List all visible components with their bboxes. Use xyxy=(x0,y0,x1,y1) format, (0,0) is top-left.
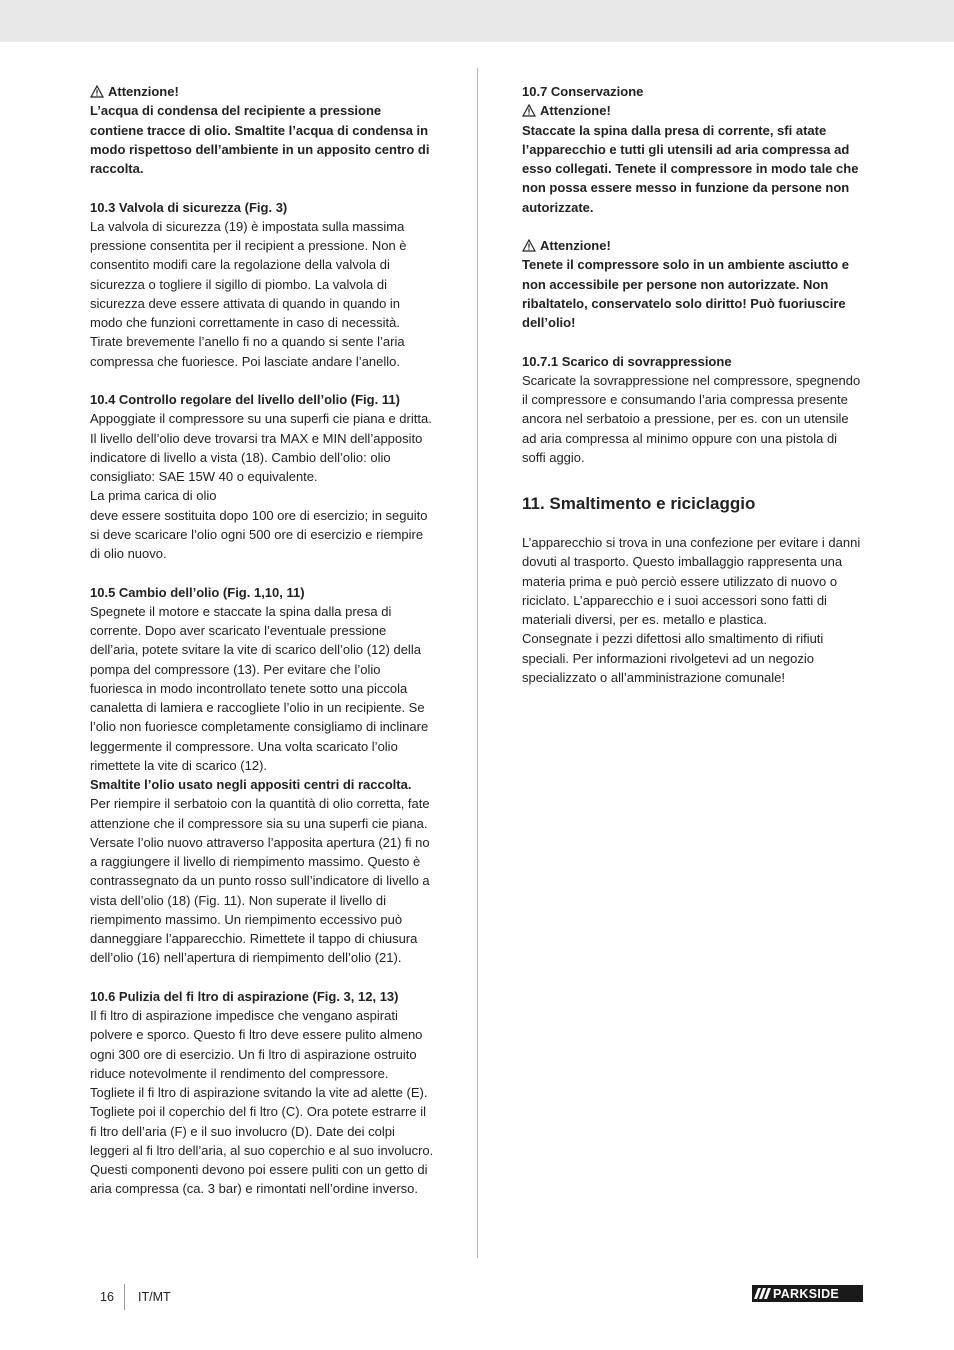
warning-heading xyxy=(522,101,864,120)
section-heading-10-7: 10.7 Conservazione xyxy=(522,84,644,99)
warning-heading xyxy=(90,82,435,101)
section-text-10-3: La valvola di sicurezza (19) è impostata sulla massima pressione consentita per il recipient a pressione. Non è consentito modifi care la regolazione della valvola di sicurezza o togliere il sigillo di piombo. La valvola di sicurezza deve essere attivata di quando in quando in modo che funzioni correttamente in caso di necessità. Tirate brevemente l’anello fi no a quando si sente l’aria compressa che fuoriesce. Poi lasciate andare l’anello. xyxy=(90,218,407,369)
brand-name: PARKSIDE xyxy=(773,1286,840,1301)
section-text-10-4-b: La prima carica di olio xyxy=(90,488,217,504)
language-code: IT/MT xyxy=(138,1290,171,1304)
warning-triangle-icon xyxy=(522,104,536,117)
section-heading-10-7-1: 10.7.1 Scarico di sovrappressione xyxy=(522,353,732,369)
section-text-11-a: L’apparecchio si trova in una confezione per evitare i danni dovuti al trasporto. Questo imballaggio rappresenta una materia prima e può perciò essere utilizzato di nuovo o riciclato. L’apparecchio e i suoi accessori sono fatti di materiali diversi, per es. metallo e plastica. xyxy=(522,535,861,627)
section-text-10-4-a: Appoggiate il compressore su una superfi cie piana e dritta. Il livello dell’olio deve trovarsi tra MAX e MIN dell’apposito indicatore di livello a vista (18). Cambio dell’olio: olio consigliato: SAE 15W 40 o equivalente. xyxy=(90,411,432,484)
top-bar xyxy=(0,0,954,42)
section-heading-10-3: 10.3 Valvola di sicurezza (Fig. 3) xyxy=(90,199,288,215)
section-heading-10-6: 10.6 Pulizia del fi ltro di aspirazione (Fig. 3, 12, 13) xyxy=(90,988,399,1004)
section-text-10-6: Il fi ltro di aspirazione impedisce che vengano aspirati polvere e sporco. Questo fi ltro deve essere pulito almeno ogni 300 ore di esercizio. Un fi ltro di aspirazione ostruito riduce notevolmente il rendimento del compressore. Togliete il fi ltro di aspirazione svitando la vite ad alette (E). Togliete poi il coperchio del fi ltro (C). Ora potete estrarre il fi ltro dell’aria (F) e il suo involucro (D). Date dei colpi leggeri al fi ltro dell’aria, al suo coperchio e al suo involucro. Questi componenti devono poi essere puliti con un getto di aria compressa (ca. 3 bar) e rimontati nell’ordine inverso. xyxy=(90,1008,434,1197)
logo-stripes-icon xyxy=(756,1288,769,1299)
warning-heading xyxy=(522,236,864,255)
right-column xyxy=(522,82,864,687)
section-heading-10-5: 10.5 Cambio dell’olio (Fig. 1,10, 11) xyxy=(90,584,305,600)
section-heading-11: 11. Smaltimento e riciclaggio xyxy=(522,494,756,513)
section-text-10-7-1: Scaricate la sovrappressione nel compressore, spegnendo il compressore e consumando l’aria compressa presente ancora nel serbatoio a pressione, per es. con un utensile ad aria compressa al minimo oppure con una pistola di soffi aggio. xyxy=(522,372,861,465)
section-text-10-5-bold: Smaltite l’olio usato negli appositi centri di raccolta. xyxy=(90,777,412,792)
warning-title: Attenzione! xyxy=(108,84,179,99)
warning-title: Attenzione! xyxy=(540,238,611,253)
warning-triangle-icon xyxy=(90,85,104,98)
page-number: 16 xyxy=(100,1290,114,1304)
warning-text: Staccate la spina dalla presa di corrente, sfi atate l’apparecchio e tutti gli utensili ad aria compressa ad esso collegati. Tenete il compressore in modo tale che non possa essere messo in funzione da persone non autorizzate. xyxy=(522,122,859,215)
section-text-10-5-a: Spegnete il motore e staccate la spina dalla presa di corrente. Dopo aver scaricato l’eventuale pressione dell’aria, potete svitare la vite di scarico dell’olio (12) della pompa del compressore (13). Per evitare che l’olio fuoriesca in modo incontrollato tenete sotto una piccola canaletta di lamiera e raccogliete l’olio in un recipiente. Se l’olio non fuoriesce completamente consigliamo di inclinare leggermente il compressore. Una volta scaricato l’olio rimettete la vite di scarico (12). xyxy=(90,603,429,773)
warning-title: Attenzione! xyxy=(540,103,611,119)
section-text-11-b: Consegnate i pezzi difettosi allo smaltimento di rifiuti speciali. Per informazioni rivolgetevi ad un negozio specializzato o all’amministrazione comunale! xyxy=(522,631,824,685)
section-text-10-4-c: deve essere sostituita dopo 100 ore di esercizio; in seguito si deve scaricare l’olio ogni 500 ore di esercizio e riempire di olio nuovo. xyxy=(90,507,428,561)
warning-triangle-icon xyxy=(522,239,536,252)
column-divider xyxy=(477,68,478,1258)
brand-logo xyxy=(752,1285,863,1302)
warning-text: L’acqua di condensa del recipiente a pressione contiene tracce di olio. Smaltite l’acqua di condensa in modo rispettoso dell’ambiente in un apposito centro di raccolta. xyxy=(90,103,430,176)
section-text-10-5-b: Per riempire il serbatoio con la quantità di olio corretta, fate attenzione che il compressore sia su una superfi cie piana. Versate l’olio nuovo attraverso l’apposita apertura (21) fi no a raggiungere il livello di riempimento massimo. Questo è contrassegnato da un punto rosso sull’indicatore di livello a vista dell’olio (18) (Fig. 11). Non superate il livello di riempimento massimo. Un riempimento eccessivo può danneggiare l’apparecchio. Rimettete il tappo di chiusura dell’olio (16) nell’apertura di riempimento dell’olio (21). xyxy=(90,796,430,966)
footer-divider xyxy=(124,1284,125,1310)
section-heading-10-4: 10.4 Controllo regolare del livello dell’olio (Fig. 11) xyxy=(90,392,400,407)
left-column xyxy=(90,82,435,1199)
warning-text: Tenete il compressore solo in un ambiente asciutto e non accessibile per persone non autorizzate. Non ribaltatelo, conservatelo solo diritto! Può fuoriuscire dell’olio! xyxy=(522,257,850,330)
